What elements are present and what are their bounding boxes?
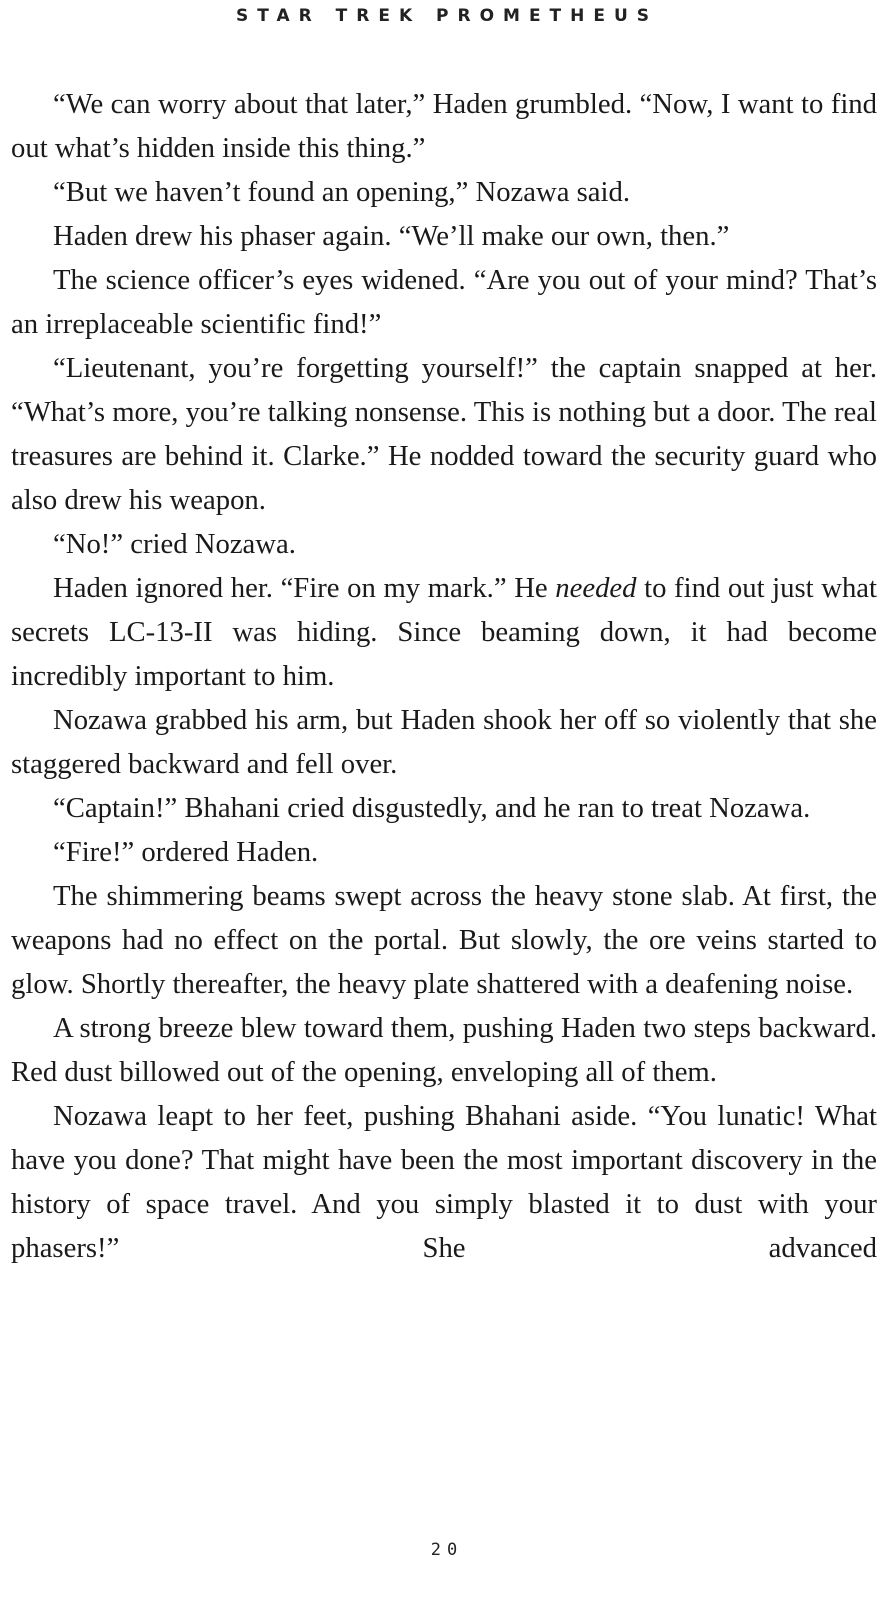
page-number: 20 [430,1540,464,1560]
body-text [11,82,877,1270]
paragraph: “We can worry about that later,” Haden grumbled. “Now, I want to find out what’s hidden inside this thing.” [11,88,877,164]
paragraph [11,566,877,698]
paragraph: Nozawa leapt to her feet, pushing Bhahani aside. “You lunatic! What have you done? That might have been the most important discovery in the history of space travel. And you simply blasted it to dust with your phasers!” She advanced [11,1100,877,1264]
paragraph: Nozawa grabbed his arm, but Haden shook her off so violently that she staggered backward and fell over. [11,704,877,780]
paragraph: The science officer’s eyes widened. “Are you out of your mind? That’s an irreplaceable scientific find!” [11,264,877,340]
paragraph: A strong breeze blew toward them, pushing Haden two steps backward. Red dust billowed out of the opening, enveloping all of them. [11,1012,877,1088]
paragraph: “Lieutenant, you’re forgetting yourself!” the captain snapped at her. “What’s more, you’re talking nonsense. This is nothing but a door. The real treasures are behind it. Clarke.” He nodded toward the security guard who also drew his weapon. [11,352,877,516]
paragraph-text: to find out just what secrets LC-13-II was hiding. Since beaming down, it had become incredibly important to him. [11,572,877,692]
paragraph: Haden drew his phaser again. “We’ll make our own, then.” [53,220,730,252]
running-header: STAR TREK PROMETHEUS [235,6,659,26]
emphasized-word: needed [555,572,637,604]
paragraph-text: Haden ignored her. “Fire on my mark.” He [53,572,556,604]
paragraph: The shimmering beams swept across the heavy stone slab. At first, the weapons had no effect on the portal. But slowly, the ore veins started to glow. Shortly thereafter, the heavy plate shattered with a deafening noise. [11,880,877,1000]
paragraph: “Fire!” ordered Haden. [53,836,319,868]
paragraph: “Captain!” Bhahani cried disgustedly, and he ran to treat Nozawa. [53,792,811,824]
paragraph: “But we haven’t found an opening,” Nozawa said. [53,176,631,208]
paragraph: “No!” cried Nozawa. [53,528,296,560]
